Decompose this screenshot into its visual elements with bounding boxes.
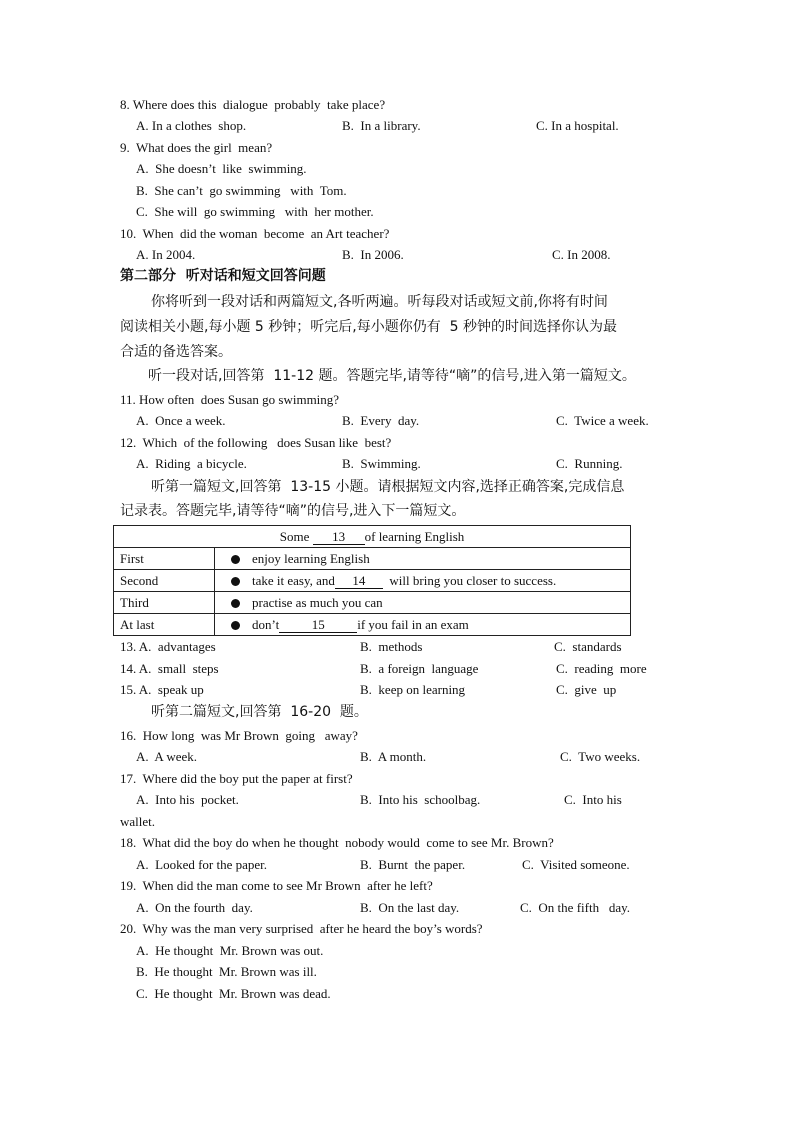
q8-option-b: B. In a library.: [342, 118, 421, 133]
row-text-post: if you fail in an exam: [357, 616, 469, 632]
row-text: practise as much you can: [252, 594, 383, 610]
q18-option-a: A. Looked for the paper.: [136, 857, 268, 872]
instruction-16-20: 听第二篇短文,回答第 16-20 题。: [151, 704, 368, 720]
q17-option-c-cont: wallet.: [120, 814, 156, 829]
table-title-row: [114, 526, 631, 548]
q11-option-b: B. Every day.: [342, 413, 420, 428]
instruction-13-15-a: 听第一篇短文,回答第 13-15 小题。请根据短文内容,选择正确答案,完成信息: [151, 479, 625, 495]
q15-option-c: C. give up: [556, 682, 617, 697]
row-label: First: [114, 548, 215, 570]
question-9: 9. What does the girl mean?: [120, 140, 273, 155]
q12-option-c: C. Running.: [556, 456, 623, 471]
q9-option-b: B. She can’t go swimming with Tom.: [136, 183, 347, 198]
bullet-icon: [231, 621, 240, 630]
q16-option-a: A. A week.: [136, 749, 198, 764]
q9-option-a: A. She doesn’t like swimming.: [136, 161, 307, 176]
q15-option-b: B. keep on learning: [360, 682, 466, 697]
q9-option-c: C. She will go swimming with her mother.: [136, 204, 374, 219]
q17-option-b: B. Into his schoolbag.: [360, 792, 481, 807]
bullet-icon: [231, 599, 240, 608]
q11-option-a: A. Once a week.: [136, 413, 226, 428]
q14-option-a: 14. A. small steps: [120, 661, 219, 676]
bullet-icon: [231, 555, 240, 564]
row-label: At last: [114, 614, 215, 636]
q16-option-b: B. A month.: [360, 749, 427, 764]
q13-option-a: 13. A. advantages: [120, 639, 216, 654]
q12-option-b: B. Swimming.: [342, 456, 421, 471]
question-19: 19. When did the man come to see Mr Brown after he left?: [120, 878, 433, 893]
instruction-11-12: 听一段对话,回答第 11-12 题。答题完毕,请等待“嘀”的信号,进入第一篇短文。: [148, 368, 636, 384]
q10-option-c: C. In 2008.: [552, 247, 611, 262]
info-record-table: [113, 525, 631, 636]
row-text: enjoy learning English: [252, 550, 370, 566]
q19-option-b: B. On the last day.: [360, 900, 460, 915]
table-row: [114, 548, 631, 570]
q17-option-c: C. Into his: [564, 792, 622, 807]
bullet-icon: [231, 577, 240, 586]
question-18: 18. What did the boy do when he thought nobody would come to see Mr. Brown?: [120, 835, 554, 850]
q10-option-b: B. In 2006.: [342, 247, 404, 262]
question-16: 16. How long was Mr Brown going away?: [120, 728, 358, 743]
question-17: 17. Where did the boy put the paper at first?: [120, 771, 353, 786]
intro-line-3: 合适的备选答案。: [120, 344, 232, 360]
row-text: don’t: [252, 616, 280, 632]
question-11: 11. How often does Susan go swimming?: [120, 392, 340, 407]
q13-option-b: B. methods: [360, 639, 423, 654]
intro-line-2: 阅读相关小题,每小题 5 秒钟；听完后,每小题你仍有 5 秒钟的时间选择你认为最: [120, 319, 617, 335]
q12-option-a: A. Riding a bicycle.: [136, 456, 247, 471]
q8-option-a: A. In a clothes shop.: [136, 118, 247, 133]
table-title-pre: Some: [279, 528, 310, 544]
q18-option-b: B. Burnt the paper.: [360, 857, 466, 872]
question-12: 12. Which of the following does Susan like best?: [120, 435, 392, 450]
blank-15: 15: [279, 618, 357, 633]
q20-option-a: A. He thought Mr. Brown was out.: [136, 943, 324, 958]
intro-line-1: 你将听到一段对话和两篇短文,各听两遍。听每段对话或短文前,你将有时间: [151, 294, 608, 310]
section-heading: 第二部分 听对话和短文回答问题: [120, 268, 326, 284]
q8-option-c: C. In a hospital.: [536, 118, 619, 133]
q18-option-c: C. Visited someone.: [522, 857, 630, 872]
q17-option-a: A. Into his pocket.: [136, 792, 239, 807]
blank-13: 13: [313, 530, 365, 545]
q15-option-a: 15. A. speak up: [120, 682, 204, 697]
table-row: [114, 614, 631, 636]
instruction-13-15-b: 记录表。答题完毕,请等待“嘀”的信号,进入下一篇短文。: [120, 503, 466, 519]
row-text-post: will bring you closer to success.: [389, 572, 557, 588]
question-10: 10. When did the woman become an Art teacher?: [120, 226, 390, 241]
q10-option-a: A. In 2004.: [136, 247, 196, 262]
row-label: Second: [114, 570, 215, 592]
question-8: 8. Where does this dialogue probably take place?: [120, 97, 386, 112]
blank-14: 14: [335, 574, 383, 589]
q20-option-b: B. He thought Mr. Brown was ill.: [136, 964, 317, 979]
row-label: Third: [114, 592, 215, 614]
table-title-post: of learning English: [364, 528, 465, 544]
question-20: 20. Why was the man very surprised after he heard the boy’s words?: [120, 921, 483, 936]
q14-option-c: C. reading more: [556, 661, 647, 676]
q19-option-a: A. On the fourth day.: [136, 900, 253, 915]
table-row: [114, 570, 631, 592]
row-text: take it easy, and: [252, 572, 335, 588]
q19-option-c: C. On the fifth day.: [520, 900, 630, 915]
q14-option-b: B. a foreign language: [360, 661, 479, 676]
q11-option-c: C. Twice a week.: [556, 413, 649, 428]
q13-option-c: C. standards: [554, 639, 622, 654]
q20-option-c: C. He thought Mr. Brown was dead.: [136, 986, 331, 1001]
q16-option-c: C. Two weeks.: [560, 749, 641, 764]
table-row: [114, 592, 631, 614]
